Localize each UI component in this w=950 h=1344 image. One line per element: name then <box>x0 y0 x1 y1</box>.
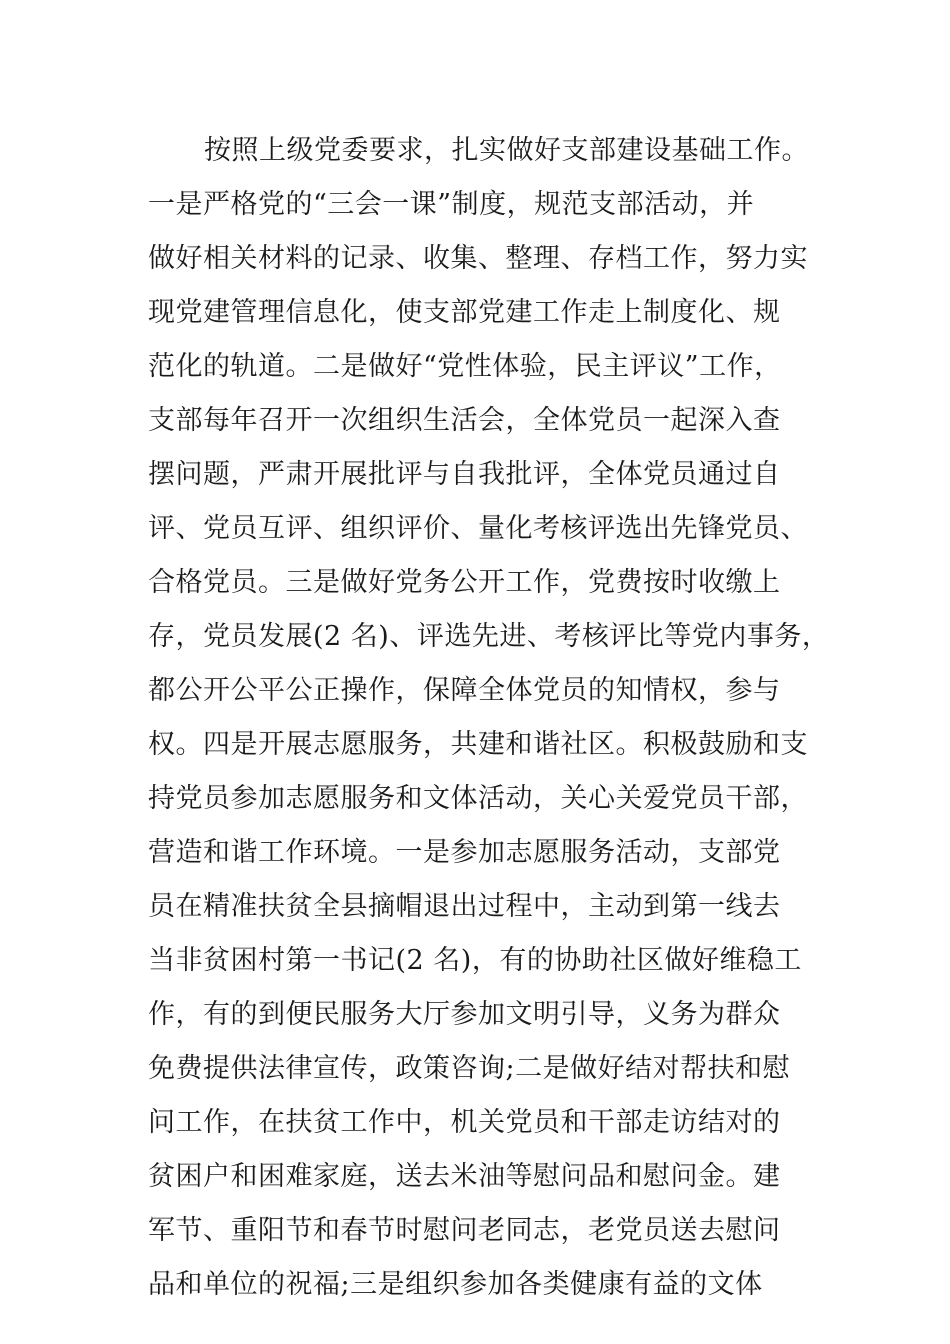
text-line: 都公开公平公正操作，保障全体党员的知情权，参与 <box>148 675 781 706</box>
text-line: 品和单位的祝福;三是组织参加各类健康有益的文体 <box>148 1269 763 1300</box>
text-line: 作，有的到便民服务大厅参加文明引导，义务为群众 <box>148 999 781 1030</box>
body-paragraph <box>148 128 828 1316</box>
text-line: 权。四是开展志愿服务，共建和谐社区。积极鼓励和支 <box>148 729 808 760</box>
text-line: 按照上级党委要求，扎实做好支部建设基础工作。 <box>204 135 809 166</box>
text-line: 当非贫困村第一书记(2 名)，有的协助社区做好维稳工 <box>148 945 802 976</box>
text-line: 一是严格党的“三会一课”制度，规范支部活动，并 <box>148 189 755 220</box>
text-line: 员在精准扶贫全县摘帽退出过程中，主动到第一线去 <box>148 891 781 922</box>
text-line: 摆问题，严肃开展批评与自我批评，全体党员通过自 <box>148 459 781 490</box>
text-line: 存，党员发展(2 名)、评选先进、考核评比等党内事务， <box>148 621 830 652</box>
text-line: 合格党员。三是做好党务公开工作，党费按时收缴上 <box>148 567 781 598</box>
text-line: 范化的轨道。二是做好“党性体验，民主评议”工作， <box>148 351 782 382</box>
text-line: 评、党员互评、组织评价、量化考核评选出先锋党员、 <box>148 513 808 544</box>
text-line: 做好相关材料的记录、收集、整理、存档工作，努力实 <box>148 243 808 274</box>
text-line: 现党建管理信息化，使支部党建工作走上制度化、规 <box>148 297 781 328</box>
text-line: 支部每年召开一次组织生活会，全体党员一起深入查 <box>148 405 781 436</box>
text-line: 问工作，在扶贫工作中，机关党员和干部走访结对的 <box>148 1107 781 1138</box>
text-line: 军节、重阳节和春节时慰问老同志，老党员送去慰问 <box>148 1215 781 1246</box>
text-line: 营造和谐工作环境。一是参加志愿服务活动，支部党 <box>148 837 781 868</box>
text-line: 贫困户和困难家庭，送去米油等慰问品和慰问金。建 <box>148 1161 781 1192</box>
text-line: 免费提供法律宣传，政策咨询;二是做好结对帮扶和慰 <box>148 1053 791 1084</box>
text-line: 持党员参加志愿服务和文体活动，关心关爱党员干部， <box>148 783 808 814</box>
